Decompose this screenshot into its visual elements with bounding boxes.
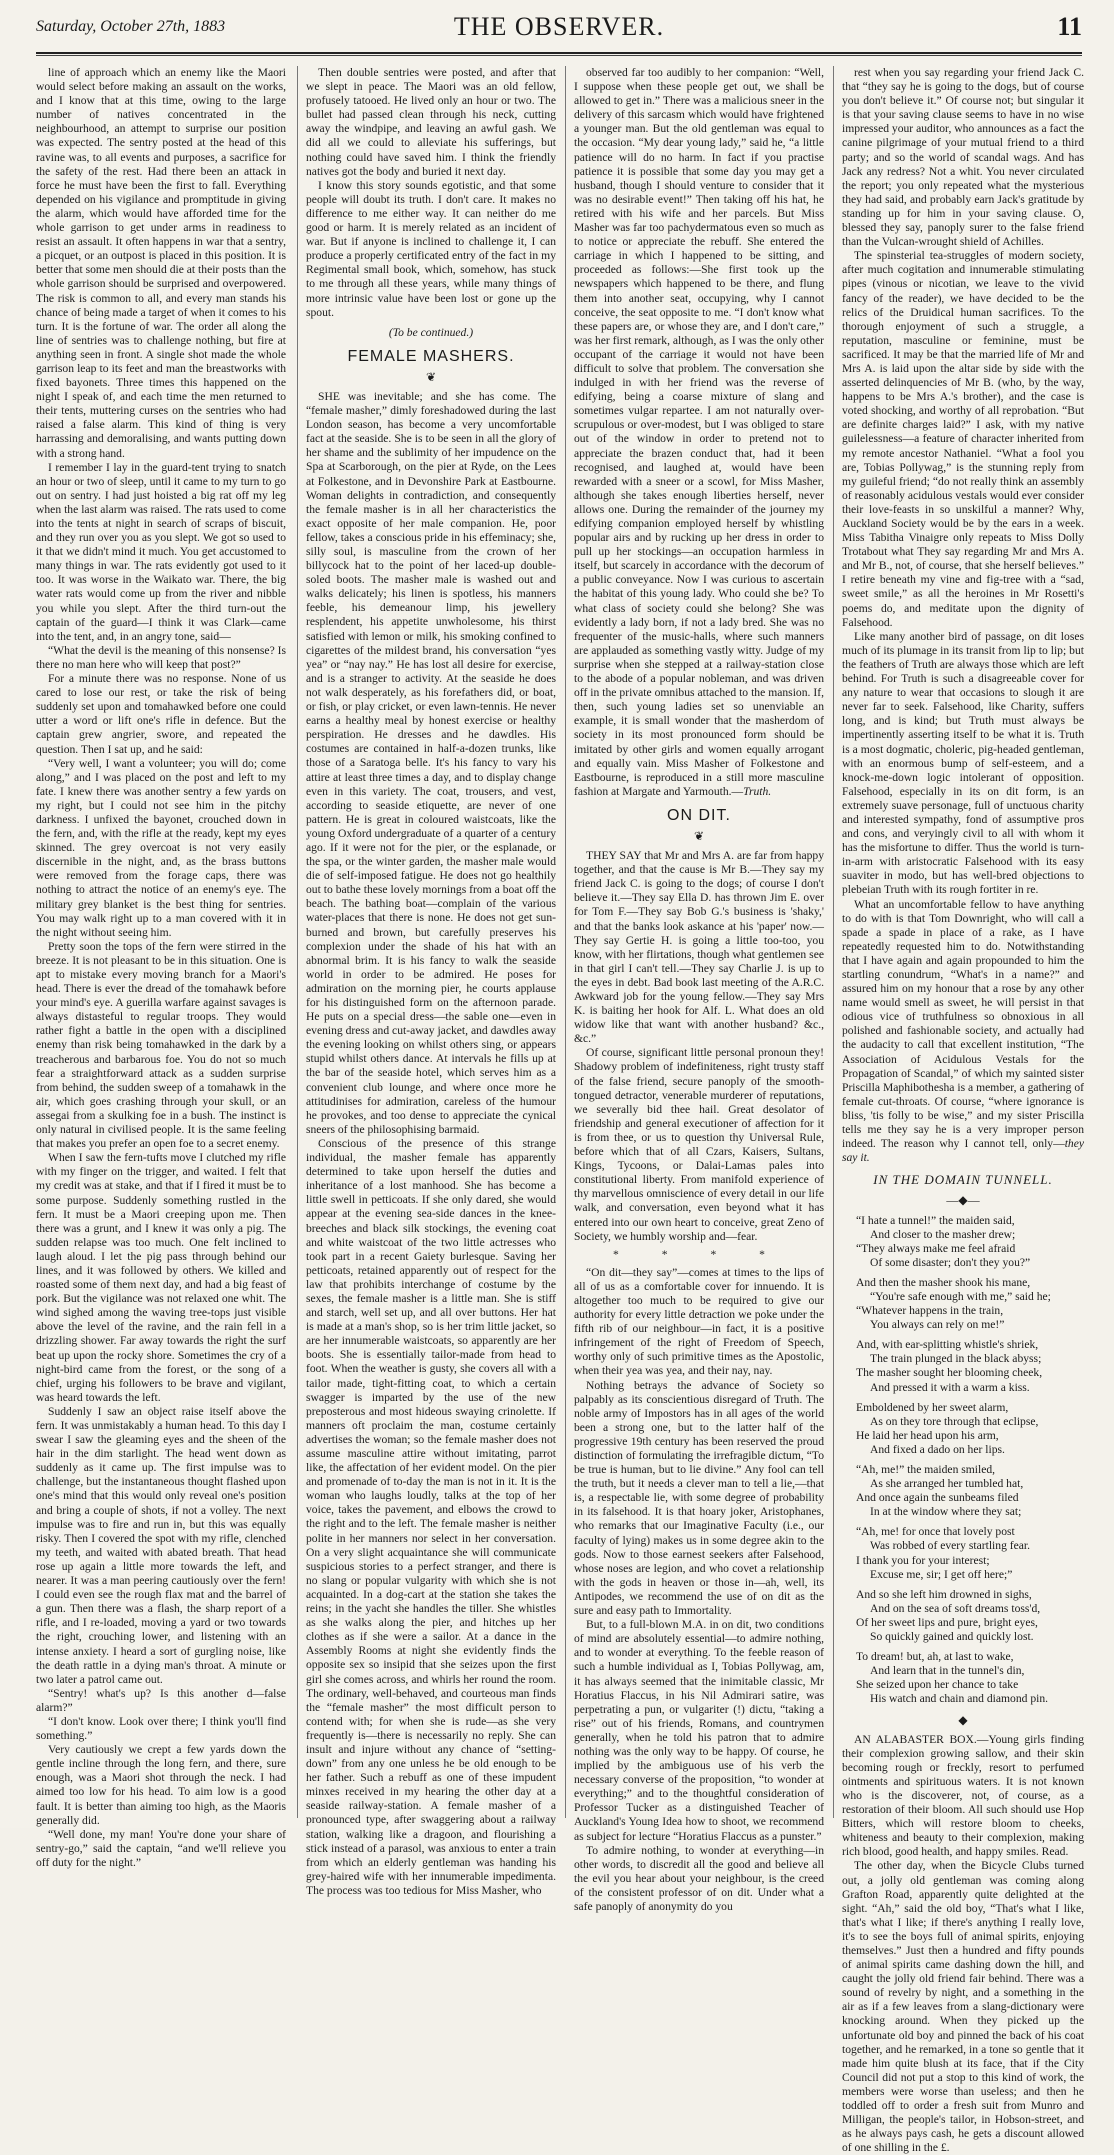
poem-line: And learn that in the tunnel's din, <box>870 1664 1025 1678</box>
poem-line: So quickly gained and quickly lost. <box>870 1630 1034 1644</box>
poem-line: Excuse me, sir; I get off here;” <box>870 1567 1013 1581</box>
poem-line: And closer to the masher drew; <box>870 1227 1016 1241</box>
stars-divider: * * * * <box>613 1247 785 1261</box>
paragraph: Nothing betrays the advance of Society so palpably as its conscientious disregard of Truth. The noble army of Impostors has in all ages of the world been a strong one, but to the latter half of the progressive 19th century has been reserved the proud distinction of formulating the irrefragible dictum, “To be true is human, but to lie divine.” Any fool can tell the truth, but it needs a clever man to tell a lie,—that is, a respectable lie, with some degree of probability in its falsehood. It is that hoary joker, Aristophanes, who remarks that our Imaginative Faculty (i.e., our faculty of lying) makes us in some degree akin to the gods. Now to those earnest seekers after Falsehood, whose noses are legion, and who covet a relationship with the gods in heaven or those in—ah, well, its Antipodes, we recommend the use of on dit as the sure and easy path to Immortality. <box>574 1378 824 1618</box>
column-divider <box>565 66 566 1818</box>
paragraph: Pretty soon the tops of the fern were stirred in the breeze. It is not pleasant to be in this situation. One is apt to mistake every moving branch for a Maori's head. There is ever the dread of the tomahawk before your mind's eye. A guerilla warfare against savages is always distasteful to regular troops. They would rather fight a battle in the open with a disciplined enemy than risk being tomahawked in the dark by a treacherous and barbarous foe. You do not so much fear a straightforward attack as a sudden surprise from behind, the sudden sweep of a tomahawk in the air, which goes crashing through your skull, or an assegai from a skulking foe in a bush. The instinct is only natural in civilised people. It is the same feeling that makes you prefer an open foe to a secret enemy. <box>36 939 286 1151</box>
poem-line: The masher sought her blooming cheek, <box>856 1366 1043 1380</box>
paragraph: The spinsterial tea-struggles of modern society, after much cogitation and innumerable stimulating pipes (vinous or nicotian, we leave to the vivid fancy of the reader), we have decided to be the relics of the Druidical human sacrifices. To the thorough enjoyment of such a struggle, a reputation, masculine or feminine, must be sacrificed. It may be that the married life of Mr and Mrs A. is laid upon the altar side by side with the asserted delinquencies of Mr B. (who, by the way, happens to be Mrs A.'s brother), and the case is voted shocking, and worthy of all reprobation. “But are definite charges laid?” I ask, with my native guilelessness—a feature of character inherited from my remote ancestor Nathaniel. “What a fool you are, Tobias Pollywag,” is the stunning reply from my guileful friend; “do not really think an assembly of reasonably acidulous vestals would ever consider their love-feasts in so unskilful a manner? Why, Auckland Society would be by the ears in a week. Miss Tabitha Vinaigre only repeats to Miss Dolly Trotabout what They say regarding Mr and Mrs A. and Mr B., not, of course, that she herself believes.” I retire beneath my vine and fig-tree with a “sad, sweet smile,” as all the heroines in Mr Rosetti's poems do, and meditate upon the dignity of Falsehood. <box>842 249 1084 629</box>
paragraph: “On dit—they say”—comes at times to the lips of all of us as a comfortable cover for innuendo. It is altogether too much to be required to give our authority for every little detraction we poke under the fifth rib of our neighbour—in fact, it is a positive infringement of the right of Freedom of Speech, worthy only of such primitive times as the Apostolic, when their yea was yea, and their nay, nay. <box>574 1265 824 1378</box>
paragraph-tail: they say it. <box>842 1137 1084 1165</box>
poem-line: And fixed a dado on her lips. <box>870 1442 1005 1456</box>
poem-line: She seized upon her chance to take <box>856 1678 1019 1692</box>
poem-line: And so she left him drowned in sighs, <box>856 1587 1032 1601</box>
poem-line: “Ah, me!” the maiden smiled, <box>856 1463 996 1476</box>
poem-line: As on they tore through that eclipse, <box>870 1414 1039 1428</box>
poem-line: “They always make me feel afraid <box>856 1241 1016 1255</box>
column-4 <box>842 66 1084 2155</box>
paragraph: Suddenly I saw an object raise itself above the fern. It was unmistakably a human head. To this day I swear I saw the gleaming eyes and the sheen of the hair in the dim starlight. The head went down as suddenly as it came up. The first impulse was to challenge, but the instantaneous thought flashed upon one's mind that this would only reveal one's position and bring a couple of shots, if not a volley. The next impulse was to fire and run in, but this was equally risky. Then I covered the spot with my rifle, clenched my teeth, and waited with abated breath. That head rose up again a little more towards the left, and nearer. It was a man peering cautiously over the fern! I could even see the rough flax mat and the barrel of a gun. Then there was a flash, the sharp report of a rifle, and I re-loaded, moving a yard or two towards the right, crouching lower, and listening with an intense anxiety. I heard a sort of gurgling noise, like the death rattle in a dying man's throat. A minute or two later a patrol came out. <box>36 1404 286 1686</box>
paragraph: For a minute there was no response. None of us cared to lose our rest, or take the risk of being suddenly set upon and tomahawked before one could utter a word or lift one's rifle in defence. But the captain grew angrier, swore, and repeated the question. Then I sat up, and he said: <box>36 672 286 756</box>
paragraph-text: What an uncomfortable fellow to have anything to do with is that Tom Downright, who will call a spade a spade in place of a rake, as I have repeatedly requested him to do. Notwithstanding that I have again and again propounded to him the startling conundrum, “What's in a name?” and assured him on my honour that a rose by any other name would smell as sweet, he will persist in that odious vice of truthfulness so obnoxious in all polished and fashionable society, and actually had the audacity to call that excellent institution, “The Association of Acidulous Vestals for the Propagation of Scandal,” of which my sainted sister Priscilla Maphibothesha is a member, a gathering of female cut-throats. Of course, “where ignorance is bliss, 'tis folly to be wise,” and my sister Priscilla tells me they say he is a very improper person indeed. The reason why I cannot tell, only— <box>842 897 1084 1151</box>
newspaper-title: THE OBSERVER. <box>453 12 665 41</box>
section-title-female-mashers: FEMALE MASHERS. <box>347 347 515 365</box>
paragraph: AN ALABASTER BOX.—Young girls finding their complexion growing sallow, and their skin becoming rough or freckly, resort to perfumed ointments and spirituous waters. It is not known who is the discoverer, not, of course, as a restoration of their bloom. All such should use Hop Bitters, which will restore bloom to cheeks, whiteness and beauty to their complexion, making rich blood, good health, and happy smiles. Read. <box>842 1732 1084 1859</box>
paragraph-text: observed far too audibly to her companion: “Well, I suppose when these people get out, we shall be allowed to get in.” There was a malicious sneer in the delivery of this sarcasm which would have frightened a younger man. But the old gentleman was equal to the occasion. “My dear young lady,” said he, “a little patience will do no harm. In fact if you practise patience it is possible that some day you may get a husband, though I should venture to consider that it was no desirable event!” Then taking off his hat, he retired with his wife and her parcels. But Miss Masher was far too pachydermatous even so much as to notice or appreciate the rebuff. She entered the carriage in which I happened to be sitting, and proceeded as follows:—She first took up the newspapers which happened to be there, and flung them into another seat, occupying, why I cannot conceive, the seat opposite to me. “I don't know what these papers are, or whose they are, and I don't care,” was her first remark, although, as I was the only other occupant of the carriage it would not have been difficult to solve that problem. The conversation she indulged in with her friend was the reverse of edifying, being a coarse mixture of slang and sometimes vulgar repartee. I am not naturally over-scrupulous or over-modest, but I was obliged to stare out of the window in order to pretend not to appreciate the brazen conduct that, had it been recognised, and laughed at, would have been rewarded with a sneer or a scowl, for Miss Masher, although she takes enough liberties herself, never allows one. During the remainder of the journey my edifying companion employed herself by whistling popular airs and by rucking up her dress in order to pull up her stockings—an occupation harmless in itself, but scarcely in accordance with the decorum of a public conveyance. Now I was curious to ascertain the habitat of this young lady. Who could she be? To what class of society could she belong? She was evidently a lady born, if not a lady bred. She was no frequenter of the music-halls, where such manners are applauded as something vastly witty. Judge of my surprise when she stepped at a railway-station close to the abode of a popular nobleman, and was driven off in the private omnibus attached to the mansion. If, then, such young ladies set so unenviable an example, it is small wonder that the masherdom of society in its most pronounced form should be imitated by other girls and women equally arrogant and equally vain. Miss Masher of Folkestone and Eastbourne, is reproduced in a still more masculine fashion at Margate and Yarmouth.— <box>574 66 824 798</box>
column-divider <box>833 66 834 1818</box>
poem-line: I thank you for your interest; <box>856 1553 990 1567</box>
poem-line: His watch and chain and diamond pin. <box>870 1692 1049 1706</box>
paragraph: “What the devil is the meaning of this nonsense? Is there no man here who will keep that post?” <box>36 643 286 671</box>
paragraph: “Well done, my man! You're done your share of sentry-go,” said the captain, “and we'll relieve you off duty for the night.” <box>36 1827 286 1869</box>
column-1 <box>36 66 286 1869</box>
page-number: 11 <box>1057 12 1082 41</box>
paragraph: SHE was inevitable; and she has come. The “female masher,” dimly foreshadowed during the last London season, has become a very uncomfortable fact at the seaside. She is to be seen in all the glory of her shame and the sublimity of her impudence on the Spa at Scarborough, on the pier at Ryde, on the Lees at Folkestone, and in Devonshire Park at Eastbourne. Woman delights in contradiction, and consequently the female masher is in all her characteristics the exact opposite of her male companion. He, poor fellow, takes a conscious pride in his effeminacy; she, silly soul, is masculine from the crown of her billycock hat to the point of her laced-up double-soled boots. The masher male is washed out and walks delicately; his linen is spotless, his manners feeble, his demeanour limp, his jewellery resplendent, his appetite unwholesome, his thirst satisfied with lemon or milk, his smoking confined to cigarettes of the mildest brand, his conversation “yes yea” or “nay nay.” He has lost all desire for exercise, and is a stranger to activity. At the seaside he does not walk desperately, as his forefathers did, or boat, or fish, or play cricket, or even lawn-tennis. He never earns a healthy meal by honest exercise or healthy perspiration. He dresses and he dawdles. His costumes are contained in half-a-dozen trunks, like those of a Saratoga belle. It's his fancy to vary his attire at least three times a day, and to display change even in this variety. The coat, trousers, and vest, according to seaside etiquette, are never of one pattern. He is great in coloured waistcoats, like the young Oxford undergraduate of a quarter of a century ago. If it were not for the pier, or the esplanade, or the spa, or the winter garden, the masher male would die of self-imposed fatigue. He does not go healthily out to bathe these lovely mornings from a boat off the beach. The bathing boat—complain of the various water-places that there is none. He does not get sun-burned and brown, but carefully preserves his complexion under the shade of his hat with an abnormal brim. It is his fancy to walk the seaside world in order to be admired. He poses for admiration on the morning pier, he courts applause for his distinguished form on the afternoon parade. He puts on a special dress—the sable one—even in evening dress and cut-away jacket, and dawdles away the evening looking on whilst others sing, or appears stupid whilst others dance. At intervals he fills up at the bar of the seaside hotel, which serves him as a convenient club lounge, and where once more he attitudinises for admiration, careless of the humour he provokes, and too dense to appreciate the cynical sneers of the philosophising barmaid. <box>306 389 556 1136</box>
poem <box>842 1214 1084 1707</box>
paragraph: “Very well, I want a volunteer; you will do; come along,” and I was placed on the post and left to my fate. I knew there was another sentry a few yards on my right, but I could not see him in the pitchy darkness. I unfixed the bayonet, crouched down in the fern, and, with the rifle at the ready, kept my eyes skinned. The grey overcoat is not very easily discernible in the night, and, as the brass buttons were removed from the forage caps, there was nothing to attract the notice of an enemy's eye. The military grey blanket is the best thing for sentries. You may walk right up to a man covered with it in the night without seeing him. <box>36 756 286 939</box>
paragraph: Then double sentries were posted, and after that we slept in peace. The Maori was an old fellow, profusely tatooed. He lived only an hour or two. The bullet had passed clean through his neck, cutting away the windpipe, and leaving an awful gash. We did all we could to alleviate his sufferings, but nothing could have saved him. I think the friendly natives got the body and buried it next day. <box>306 66 556 178</box>
ornament-divider: —◆— <box>946 1193 980 1208</box>
masthead <box>36 8 1082 54</box>
poem-line: As she arranged her tumbled hat, <box>870 1477 1024 1491</box>
paragraph <box>842 898 1084 1166</box>
poem-line: “Ah, me! for once that lovely post <box>856 1525 1015 1539</box>
section-title-on-dit: ON DIT. <box>667 806 731 824</box>
poem-line: “You're safe enough with me,” said he; <box>870 1289 1051 1303</box>
poem-line: Was robbed of every startling fear. <box>870 1539 1031 1553</box>
poem-line: The train plunged in the black abyss; <box>870 1352 1042 1366</box>
paragraph: I know this story sounds egotistic, and that some people will doubt its truth. I don't care. It makes no difference to me either way. It can neither do me good or harm. It is merely related as an incident of war. But if anyone is inclined to challenge it, I can produce a properly certificated entry of the fact in my Regimental small book, which, somehow, has stuck to me through all these years, while many things of more intrinsic value have been lost or gone up the spout. <box>306 178 556 319</box>
ornament-divider: ❦ <box>425 369 437 384</box>
paragraph: “Sentry! what's up? Is this another d—false alarm?” <box>36 1686 286 1714</box>
column-divider <box>297 66 298 1818</box>
issue-date: Saturday, October 27th, 1883 <box>36 18 226 35</box>
poem-line: And pressed it with a warm a kiss. <box>870 1380 1030 1394</box>
poem-line: “I hate a tunnel!” the maiden said, <box>856 1213 1015 1227</box>
poem-line: “Whatever happens in the train, <box>856 1304 1004 1318</box>
paragraph: But, to a full-blown M.A. in on dit, two conditions of mind are absolutely essential—to admire nothing, and to wonder at everything. To the feeble reason of such a humble individual as I, Tobias Pollywag, am, it has always seemed that the inimitable classic, Mr Horatius Flaccus, in his Nil Admirari satire, was perpetrating a pun, or vulgariter (!) dictu, “taking a rise” out of his friends, Romans, and countrymen generally, when he told his patron that to admire nothing was the only way to be happy. Of course, he implied by the ambiguous use of his verb the necessary converse of the proposition, “to wonder at everything;” and to the thoughtful consideration of Professor Tucker as a distinguished Teacher of Auckland's Young Idea how to shoot, we recommend as subject for lecture “Horatius Flaccus as a punster.” <box>574 1618 824 1843</box>
poem-line: And once again the sunbeams filed <box>856 1491 1019 1505</box>
column-3 <box>574 66 824 1913</box>
paragraph: Very cautiously we crept a few yards down the gentle incline through the long fern, and there, sure enough, was a Maori shot through the neck. I had aimed too low for his head. To aim low is a good fault. It is better than aiming too high, as the Maoris generally did. <box>36 1743 286 1827</box>
poem-line: To dream! but, ah, at last to wake, <box>856 1650 1014 1664</box>
ornament-divider: ❦ <box>693 828 705 843</box>
to-be-continued: (To be continued.) <box>388 325 474 339</box>
poem-line: Emboldened by her sweet alarm, <box>856 1400 1009 1414</box>
paragraph: THEY SAY that Mr and Mrs A. are far from happy together, and that the cause is Mr B.—They say my friend Jack C. is going to the dogs; of course I don't believe it.—They say Ella D. has thrown Jim E. over for Tom F.—They say Bob G.'s business is 'shaky,' and that the banks look askance at his 'paper' now.—They say Gertie H. is going a little too-too, you know, with her flirtations, though what gentlemen see in that girl I can't tell.—They say Charlie J. is up to the eyes in debt. Bad book last meeting of the A.R.C. Awkward job for the young fellow.—They say Mrs K. is baiting her hook for Alf. L. What does an old widow like that want with another husband? &c., &c.” <box>574 849 824 1046</box>
poem-line: Of some disaster; don't they you?” <box>870 1255 1031 1269</box>
poem-line: You always can rely on me!” <box>870 1318 1005 1332</box>
paragraph: The other day, when the Bicycle Clubs turned out, a jolly old gentleman was coming along Grafton Road, apparently quite delighted at the sight. “Ah,” said the old boy, “That's what I like, that's what I like; if there's anything I really love, it's to see the boys full of animal spirits, enjoying themselves.” Just then a hundred and fifty pounds of animal spirits came dashing down the hill, and caught the jolly old friend fair behind. There was a sound of revelry by night, and a something in the air as if a few leaves from a slang-dictionary were knocking around. When they picked up the unfortunate old boy and pinned the back of his coat together, and he remarked, in a tone so gentle that it made him quite blush at its face, that if the City Council did not put a stop to this kind of work, the members were worse than useless; and then he toddled off to order a fresh suit from Munro and Milligan, the people's tailor, in Hobson-street, and as he always pays cash, he gets a discount allowed of one shilling in the £. <box>842 1859 1084 2155</box>
ornament-divider: ◆ <box>958 1712 968 1727</box>
paragraph: “I don't know. Look over there; I think you'll find something.” <box>36 1714 286 1743</box>
poem-line: And then the masher shook his mane, <box>856 1275 1031 1289</box>
paragraph: I remember I lay in the guard-tent trying to snatch an hour or two of sleep, until it came to my turn to go out on sentry. I had just hoisted a big rat off my leg when the last alarm was raised. The rats used to come into the tents at night in search of scraps of biscuit, and they run over you as you slept. We got so used to it that we didn't mind it much. You get accustomed to many things in war. The rats evidently got used to it too. It was worse in the Waikato war. There, the big water rats would come up from the river and nibble you while you slept. After the third turn-out the captain of the guard—I think it was Clark—came into the tent, and, in an angry tone, said— <box>36 460 286 643</box>
column-2 <box>306 66 556 1897</box>
paragraph: rest when you say regarding your friend Jack C. that “they say he is going to the dogs, but of course you don't believe it.” Of course not; but singular it is that your saving clause seems to have in no wise impressed your auditor, who announces as a fact the canine pilgrimage of your mutual friend to a third party; and so the world of scandal wags. And has Jack any redress? Not a whit. You never circulated the report; you only repeated what the mysterious they had said, and probably earn Jack's gratitude by standing up for him in your saving clause. O, blessed they say, panoply surer to the false friend than the Vulcan-wrought shield of Achilles. <box>842 66 1084 249</box>
paragraph: line of approach which an enemy like the Maori would select before making an assault on the works, and I know that at this time, owing to the large number of natives concentrated in the neighbourhood, an attempt to surprise our position was expected. The sentry posted at the head of this ravine was, to all events and purposes, a sacrifice for the safety of the rest. Had there been an attack in force he must have been the first to fall. Everything depended on his vigilance and promptitude in giving the alarm, which would have afforded time for the whole garrison to get under arms in readiness to resist an assault. It often happens in war that a sentry, a picquet, or an outpost is placed in this position. It is better that some men should die at their posts than the whole garrison should be surprised and overpowered. The risk is common to all, and every man stands his chance of being made a target of when it comes to his turn. It is the fortune of war. The order all along the line of sentries was to challenge nothing, but fire at anything seen in front. A single shot made the whole garrison leap to its feet and man the breastworks with fixed bayonets. Three times this happened on the night I speak of, and each time the men returned to their tents, muttering curses on the sentries who had raised a false alarm. This kind of thing is very harrassing and demoralising, and wants putting down with a strong hand. <box>36 66 286 460</box>
poem-line: He laid her head upon his arm, <box>856 1428 999 1442</box>
poem-line: And on the sea of soft dreams toss'd, <box>870 1601 1041 1615</box>
paragraph: When I saw the fern-tufts move I clutched my rifle with my finger on the trigger, and waited. I felt that my credit was at stake, and that if I fired it must be to some purpose. Suddenly something rustled in the fern. It must be a Maori creeping upon me. Then there was a grunt, and I knew it was only a pig. The sudden relapse was too much. One felt inclined to laugh aloud. I let the pig pass through behind our lines, and it was followed by others. We killed and roasted some of them next day, and had a big feast of pork. But the vigilance was not relaxed one whit. The wind sighed among the waving tree-tops just visible above the level of the ravine, and the rain fell in a drizzling shower. Far away towards the right the surf beat up upon the rocky shore. Sometimes the cry of a night-bird came from the forest, or the song of a chief, urging his followers to be brave and vigilant, was heard towards the left. <box>36 1151 286 1404</box>
paragraph: Conscious of the presence of this strange individual, the masher female has apparently determined to take upon herself the duties and inheritance of a lost manhood. She has become a little swell in petticoats. If she only dared, she would appear at the evening sea-side dances in the knee-breeches and black silk stockings, the evening coat and white waistcoat of the two little actresses who took part in a recent Gaiety burlesque. Saving her petticoats, retained apparently out of respect for the law that prohibits interchange of costume by the sexes, the female masher is a little man. She is stiff and starch, well set up, and all over buttons. Her hat is made at a man's shop, so is her trim little jacket, so are her innumerable waistcoats, so apparently are her boots. She is essentially tailor-made from head to foot. When the weather is gusty, she covers all with a tailor made, tight-fitting coat, to which a certain swagger is imparted by the use of the new preposterous and most hideous swaying crinolette. If manners oft proclaim the man, costume certainly advertises the woman; so the female masher does not assume masculine attire without imitating, parrot like, the affectation of her evident model. On the pier and promenade of to-day the man is not in it. It is the woman who laughs loudly, talks at the top of her voice, takes the pavement, and elbows the crowd to the right and to the left. The female masher is neither polite in her manners nor select in her conversation. On a very slight acquaintance she will communicate suspicious stories to a perfect stranger, and there is no slang or popular vulgarity with which she is not acquainted. In a dog-cart at the station she takes the reins; in the yacht she handles the tiller. She whistles as she walks along the pier, and hitches up her clothes as if she were a sailor. At a dance in the Assembly Rooms at night she evidently finds the opposite sex so insipid that she seizes upon the first girl she comes across, and whirls her round the room. The ordinary, well-behaved, and courteous man finds the “female masher” the most difficult person to contend with; for when she is rude—as she very frequently is—there is necessarily no reply. She can insult and injure without any chance of “setting-down” from any one unless he be old enough to be her father. Such a rebuff as one of these impudent minxes received in my hearing the other day at a seaside railway-station. A female masher of a pronounced type, after swaggering about a railway station, walking like a dragoon, and flourishing a stick instead of a parasol, was anxious to enter a train from which an elderly gentleman was handing his grey-haired wife with her innumerable impedimenta. The process was too tedious for Miss Masher, who <box>306 1136 556 1897</box>
paragraph: Like many another bird of passage, on dit loses much of its plumage in its transit from lip to lip; but the feathers of Truth are always those which are left behind. For Truth is such a disagreeable cover for any nature to wear that occasions to slough it are never far to seek. Falsehood, like Charity, suffers long, and is kind; but Truth must always be impertinently asserting itself to be what it is. Truth is a most dogmatic, choleric, pig-headed gentleman, with an enormous bump of self-esteem, and a knock-me-down logic intolerant of opposition. Falsehood, especially in its on dit form, is an extremely suave personage, full of unctuous charity and interested sympathy, fond of assumptive pros and cons, and veryingly civil to all with whom it has the misfortune to differ. Thus the world is turn-in-arm with aristocratic Falsehood with its easy suaviter in modo, but has well-bred objections to plebeian Truth with its rough fortiter in re. <box>842 629 1084 897</box>
poem-line: In at the window where they sat; <box>870 1505 1022 1519</box>
section-title-domain-tunnell: IN THE DOMAIN TUNNELL. <box>873 1172 1053 1188</box>
paragraph: To admire nothing, to wonder at everything—in other words, to discredit all the good and believe all the evil you hear about your neighbour, is the creed of the consistent professor of on dit. Under what a safe panoply of anonymity do you <box>574 1843 824 1913</box>
masthead-rule <box>36 55 1082 56</box>
paragraph: Of course, significant little personal pronoun they! Shadowy problem of indefiniteness, right trusty staff of the false friend, secure panoply of the smooth-tongued detractor, venerable murderer of reputations, we severally bid thee hail. Great desolator of friendship and general executioner of affection for it is from thee, or us to question thy Universal Rule, before which that of all Czars, Kaisers, Sultans, Kings, Tycoons, or Dalai-Lamas pales into constitutional liberty. From manifold experience of thy marvellous omniscience of every detail in our life walk, and conversation, even beyond what it has entered into our own heart to conceive, great Zeno of Society, we humbly worship and—fear. <box>574 1046 824 1243</box>
paragraph <box>574 66 824 799</box>
source-credit: Truth. <box>743 784 772 798</box>
poem-line: Of her sweet lips and pure, bright eyes, <box>856 1615 1038 1629</box>
poem-line: And, with ear-splitting whistle's shriek, <box>856 1338 1039 1352</box>
